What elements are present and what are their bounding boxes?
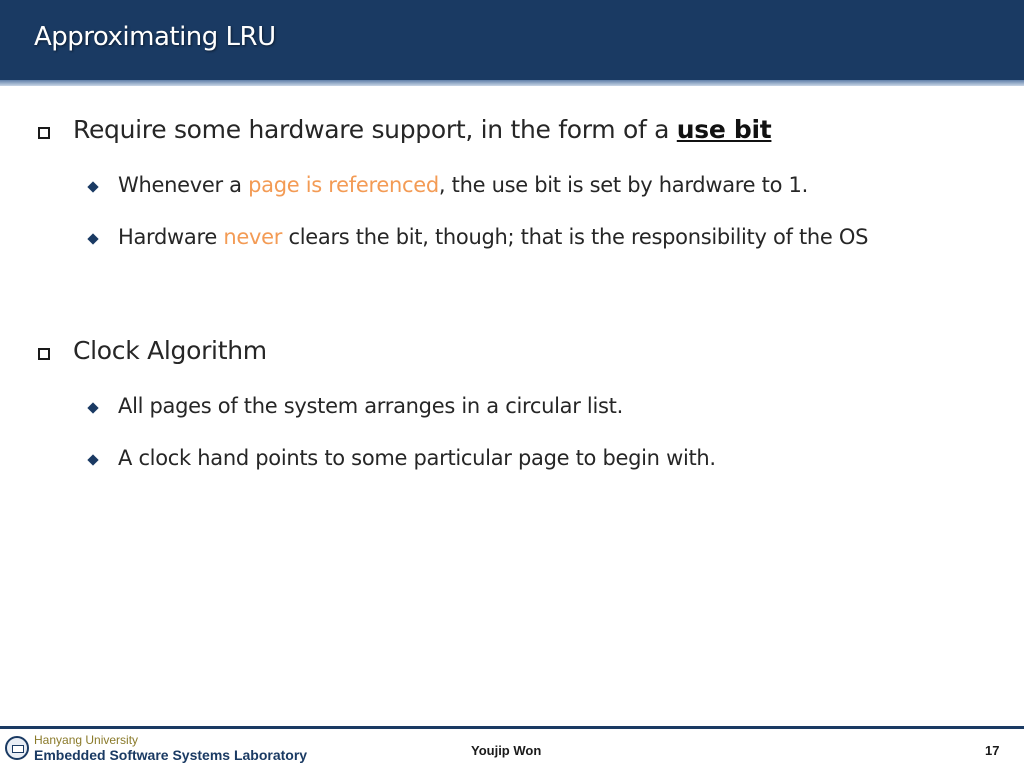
list-item <box>118 225 868 249</box>
diamond-bullet-icon <box>87 454 98 465</box>
list-item-text: Whenever a <box>118 173 249 197</box>
highlighted-phrase: page is referenced <box>248 173 439 197</box>
list-item-text: Hardware <box>118 225 224 249</box>
highlighted-phrase: never <box>223 225 283 249</box>
list-item: A clock hand points to some particular page to begin with. <box>118 446 716 470</box>
section-heading-text: Require some hardware support, in the form of a <box>73 115 677 144</box>
list-item: All pages of the system arranges in a circular list. <box>118 394 623 418</box>
page-number: 17 <box>985 743 1000 758</box>
square-bullet-icon <box>38 127 50 139</box>
diamond-bullet-icon <box>87 233 98 244</box>
author-name: Youjip Won <box>471 743 542 758</box>
square-bullet-icon <box>38 348 50 360</box>
lab-name: Embedded Software Systems Laboratory <box>34 747 308 763</box>
section-heading: Clock Algorithm <box>73 336 267 365</box>
list-item-text: clears the bit, though; that is the responsibility of the OS <box>282 225 869 249</box>
header-divider <box>0 80 1024 86</box>
slide-header <box>0 0 1024 80</box>
list-item-text: , the use bit is set by hardware to 1. <box>438 173 808 197</box>
diamond-bullet-icon <box>87 402 98 413</box>
university-name: Hanyang University <box>34 733 139 747</box>
page-title: Approximating LRU <box>34 22 276 52</box>
university-seal-icon <box>5 736 29 760</box>
section-heading <box>73 115 771 144</box>
diamond-bullet-icon <box>87 181 98 192</box>
list-item <box>118 173 808 197</box>
use-bit-term: use bit <box>676 115 772 144</box>
